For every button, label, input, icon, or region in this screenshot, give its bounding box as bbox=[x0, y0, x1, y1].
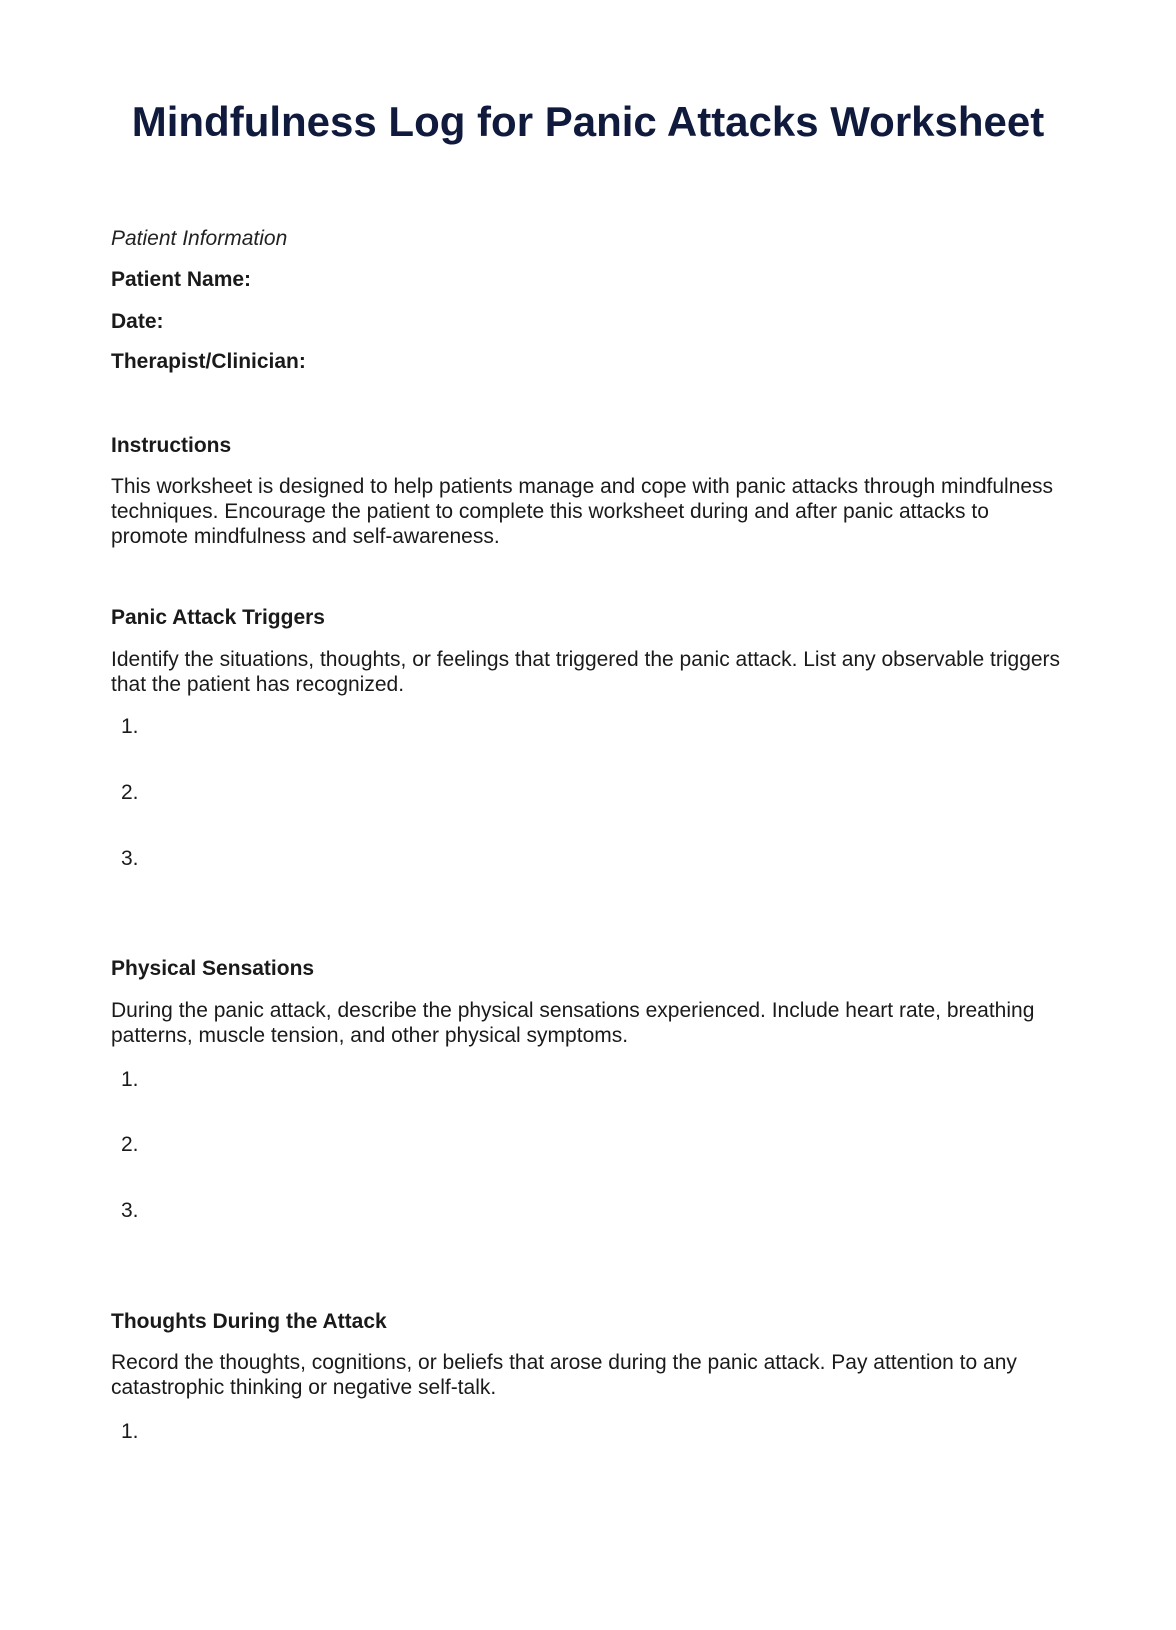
thoughts-heading: Thoughts During the Attack bbox=[111, 1310, 387, 1333]
physical-item-3: 3. bbox=[121, 1199, 139, 1222]
physical-text: During the panic attack, describe the physical sensations experienced. Include heart rate, breathing patterns, muscle tension, and other physical symptoms. bbox=[111, 999, 1035, 1047]
thoughts-text: Record the thoughts, cognitions, or beliefs that arose during the panic attack. Pay attention to any catastrophic thinking or negative self-talk. bbox=[111, 1351, 1017, 1399]
instructions-heading: Instructions bbox=[111, 434, 232, 457]
patient-name-label: Patient Name: bbox=[111, 268, 252, 291]
worksheet-title: Mindfulness Log for Panic Attacks Worksheet bbox=[131, 98, 1045, 145]
date-label: Date: bbox=[111, 310, 164, 333]
patient-information-heading: Patient Information bbox=[111, 227, 288, 250]
triggers-text: Identify the situations, thoughts, or feelings that triggered the panic attack. List any observable triggers that the patient has recognized. bbox=[111, 648, 1061, 696]
triggers-heading: Panic Attack Triggers bbox=[111, 606, 325, 629]
physical-item-2: 2. bbox=[121, 1133, 139, 1156]
therapist-label: Therapist/Clinician: bbox=[111, 350, 306, 373]
instructions-text: This worksheet is designed to help patients manage and cope with panic attacks through mindfulness techniques. Encourage the patient to complete this worksheet during and after panic attacks to promote mindfulness and self-awareness. bbox=[111, 475, 1054, 548]
triggers-item-1: 1. bbox=[121, 715, 139, 738]
triggers-item-2: 2. bbox=[121, 781, 139, 804]
thoughts-item-1: 1. bbox=[121, 1420, 139, 1443]
physical-item-1: 1. bbox=[121, 1068, 139, 1091]
physical-heading: Physical Sensations bbox=[111, 957, 315, 980]
triggers-item-3: 3. bbox=[121, 847, 139, 870]
